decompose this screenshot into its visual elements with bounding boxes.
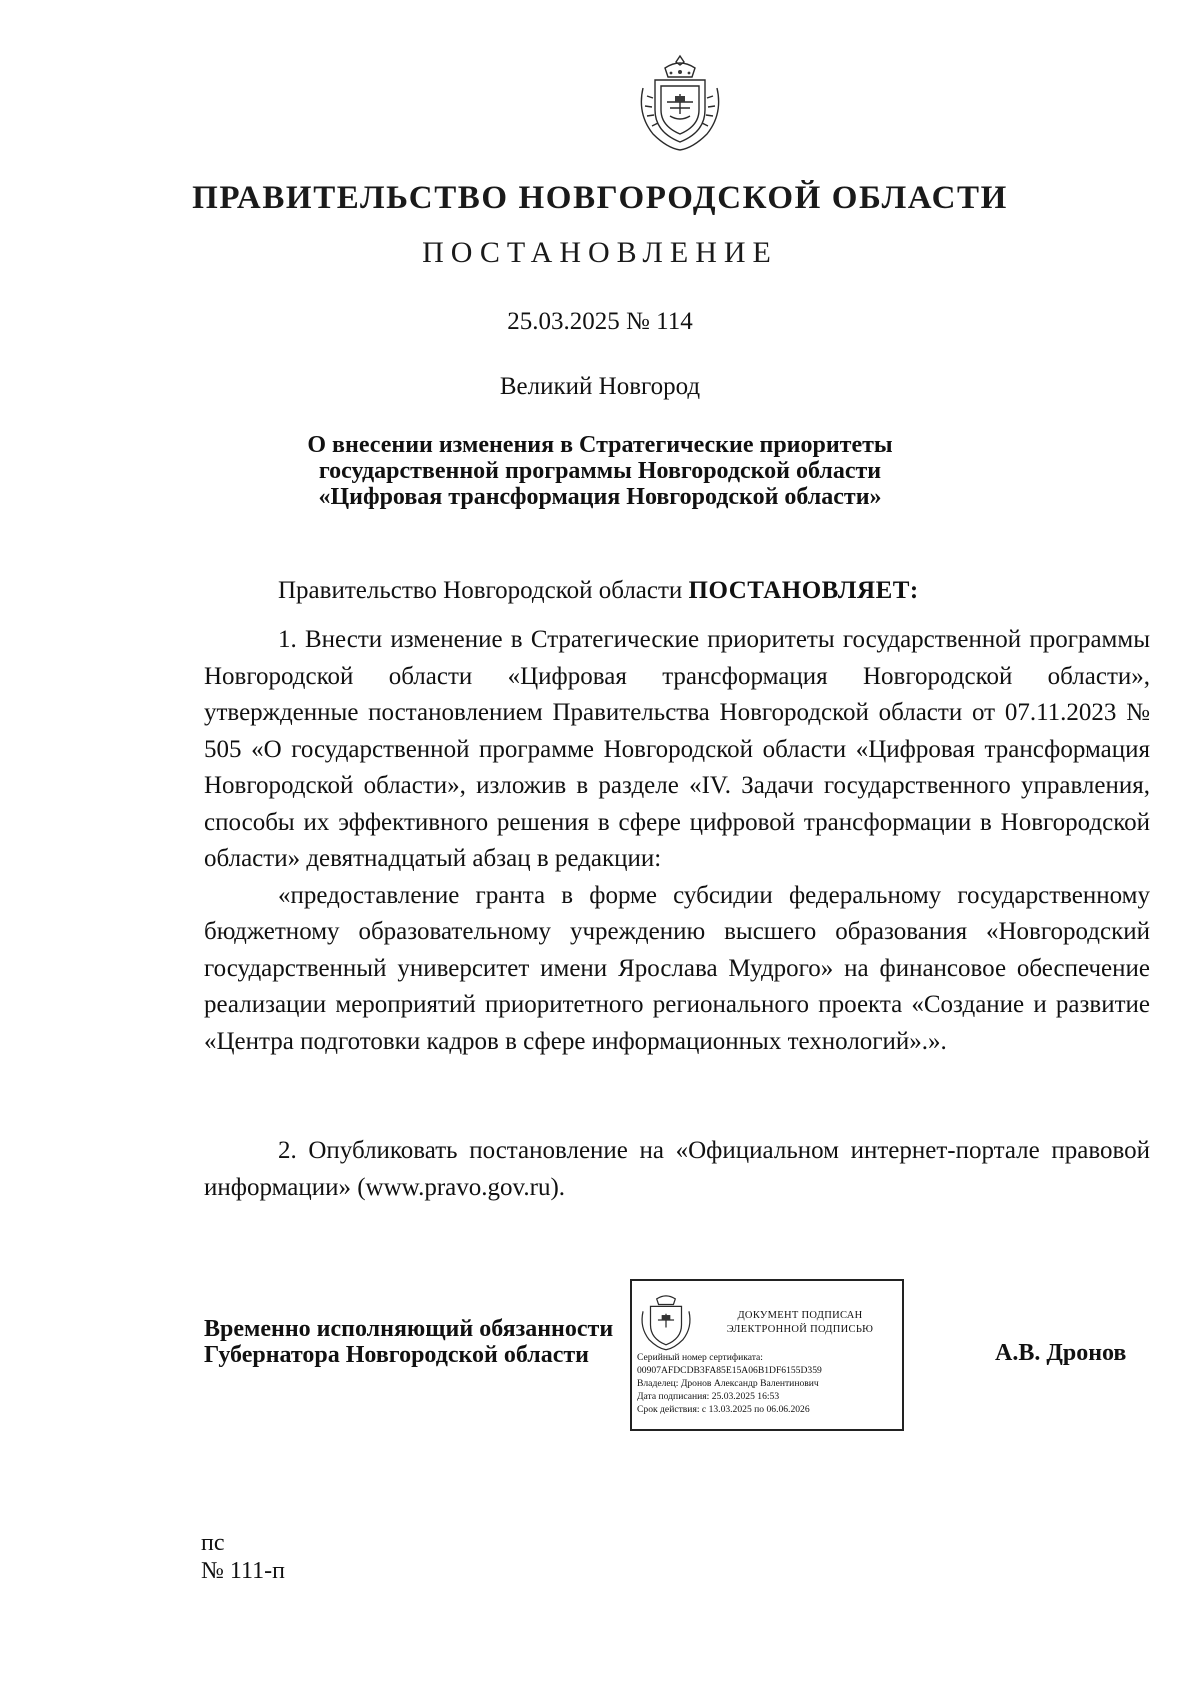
ds-title-line: ЭЛЕКТРОННОЙ ПОДПИСЬЮ — [726, 1324, 874, 1335]
signer-name: А.В. Дронов — [995, 1340, 1127, 1366]
document-body-2 — [204, 1133, 1150, 1206]
coat-of-arms-icon — [638, 1289, 694, 1351]
ds-serial: 00907AFDCDB3FA85E15A06B1DF6155D359 — [637, 1365, 822, 1376]
digital-signature-details — [637, 1351, 822, 1416]
decree-intro — [278, 577, 919, 605]
document-subject — [0, 432, 1200, 510]
document-city: Великий Новгород — [499, 373, 701, 400]
subject-line: государственной программы Новгородской области — [318, 458, 882, 484]
ds-serial-label: Серийный номер сертификата: — [637, 1352, 763, 1363]
decree-verb: ПОСТАНОВЛЯЕТ: — [688, 577, 919, 604]
footer-code: пс — [201, 1530, 225, 1556]
paragraph-1: 1. Внести изменение в Стратегические приоритеты государственной программы Новгородской области «Цифровая трансформация Новгородской области», утвержденные постановлением Правительства Новгородской области от 07.11.2023 № 505 «О государственной программе Новгородской области «Цифровая трансформация Новгородской области», изложив в разделе «IV. Задачи государственного управления, способы их эффективного решения в сфере цифровой трансформации в Новгородской области» девятнадцатый абзац в редакции: — [204, 626, 1150, 872]
digital-signature-stamp — [630, 1279, 904, 1431]
subject-line: О внесении изменения в Стратегические приоритеты — [307, 432, 893, 458]
ds-validity: Срок действия: с 13.03.2025 по 06.06.2026 — [637, 1404, 810, 1415]
position-line: Временно исполняющий обязанности — [204, 1316, 614, 1342]
digital-signature-title — [702, 1309, 898, 1337]
decree-intro-text: Правительство Новгородской области — [278, 577, 683, 604]
footer-number: № 111-п — [201, 1558, 285, 1584]
document-date-number: 25.03.2025 № 114 — [507, 308, 693, 335]
position-line: Губернатора Новгородской области — [204, 1342, 590, 1368]
organization-title: ПРАВИТЕЛЬСТВО НОВГОРОДСКОЙ ОБЛАСТИ — [192, 180, 1008, 216]
ds-title-line: ДОКУМЕНТ ПОДПИСАН — [737, 1310, 863, 1321]
signatory-position — [204, 1316, 613, 1368]
document-type: ПОСТАНОВЛЕНИЕ — [422, 236, 778, 269]
coat-of-arms-icon — [635, 52, 725, 152]
footer-registration — [201, 1529, 285, 1585]
subject-line: «Цифровая трансформация Новгородской области» — [318, 484, 882, 510]
ds-signed-date: Дата подписания: 25.03.2025 16:53 — [637, 1391, 780, 1402]
paragraph-2: 2. Опубликовать постановление на «Официальном интернет-портале правовой информации» (www.pravo.gov.ru). — [204, 1137, 1150, 1201]
paragraph-quote: «предоставление гранта в форме субсидии федеральному государственному бюджетному образовательному учреждению высшего образования «Новгородский государственный университет имени Ярослава Мудрого» на финансовое обеспечение реализации мероприятий приоритетного регионального проекта «Создание и развитие «Центра подготовки кадров в сфере информационных технологий».». — [204, 881, 1150, 1055]
document-body — [204, 622, 1150, 1060]
ds-owner: Владелец: Дронов Александр Валентинович — [637, 1378, 819, 1389]
